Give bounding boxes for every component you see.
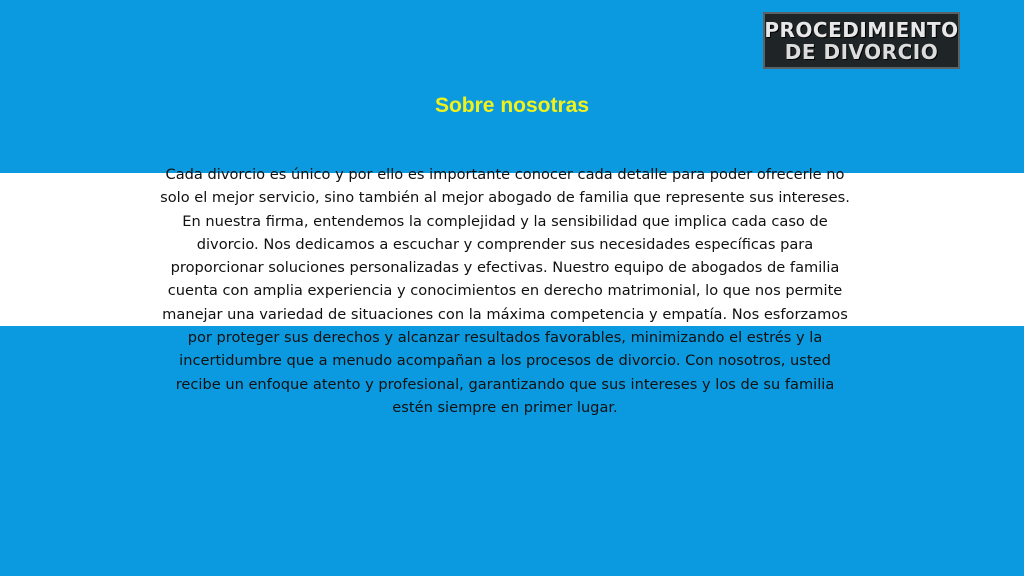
logo-line-1: PROCEDIMIENTO <box>764 17 959 42</box>
logo-line-2: DE DIVORCIO <box>784 39 939 64</box>
logo <box>763 12 960 69</box>
body-paragraph: Cada divorcio es único y por ello es importante conocer cada detalle para poder ofrecerle no solo el mejor servicio, sino también al mejor abogado de familia que represente sus intereses. En nuestra firma, entendemos la complejidad y la sensibilidad que implica cada caso de divorcio. Nos dedicamos a escuchar y comprender sus necesidades específicas para proporcionar soluciones personalizadas y efectivas. Nuestro equipo de abogados de familia cuenta con amplia experiencia y conocimientos en derecho matrimonial, lo que nos permite manejar una variedad de situaciones con la máxima competencia y empatía. Nos esforzamos por proteger sus derechos y alcanzar resultados favorables, minimizando el estrés y la incertidumbre que a menudo acompañan a los procesos de divorcio. Con nosotros, usted recibe un enfoque atento y profesional, garantizando que sus intereses y los de su familia estén siempre en primer lugar. <box>160 166 850 416</box>
page-title: Sobre nosotras <box>434 94 590 117</box>
